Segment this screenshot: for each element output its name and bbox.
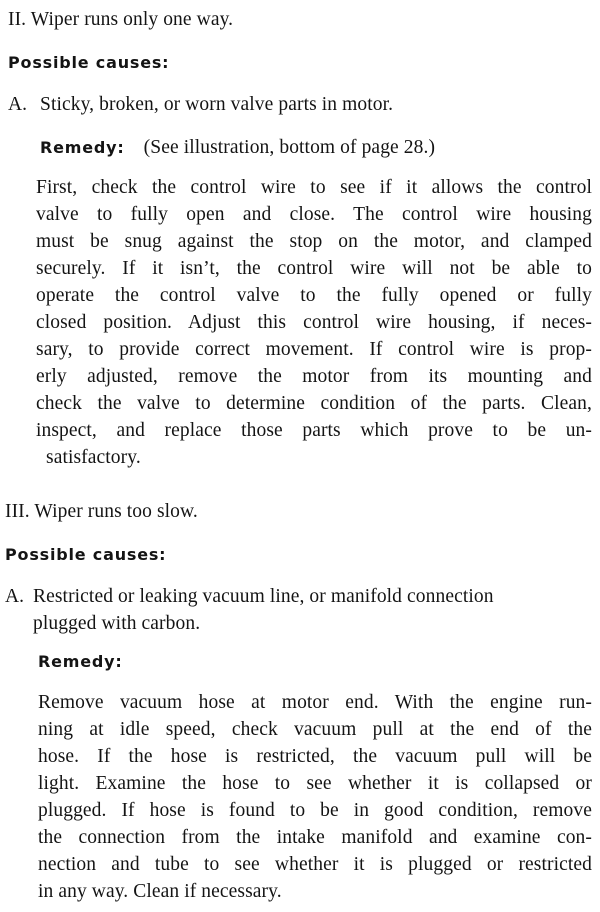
section-heading-ii: II. Wiper runs only one way.	[8, 9, 234, 30]
remedy-line: the connection from the intake manifold and examine con-	[38, 827, 592, 848]
remedy-line: nection and tube to see whether it is plugged or restricted	[38, 854, 592, 875]
remedy-line: ning at idle speed, check vacuum pull at the end of the	[38, 719, 592, 740]
remedy-line: sary, to provide correct movement. If control wire is prop-	[36, 339, 592, 360]
remedy-line: check the valve to determine condition of the parts. Clean,	[36, 393, 592, 414]
remedy-line: must be snug against the stop on the motor, and clamped	[36, 231, 592, 252]
cause-marker: A.	[5, 586, 25, 607]
cause-a	[5, 583, 595, 639]
remedy-paragraph	[36, 174, 592, 471]
remedy-line: light. Examine the hose to see whether it is collapsed or	[38, 773, 592, 794]
cause-a	[8, 91, 588, 119]
section-heading-iii: III. Wiper runs too slow.	[5, 501, 198, 522]
remedy-line: hose. If the hose is restricted, the vacuum pull will be	[38, 746, 592, 767]
remedy-label: Remedy:	[40, 138, 125, 157]
remedy-note: (See illustration, bottom of page 28.)	[143, 137, 436, 158]
remedy-line: valve to fully open and close. The control wire housing	[36, 204, 592, 225]
cause-line: plugged with carbon.	[33, 613, 201, 634]
remedy-line: First, check the control wire to see if it allows the control	[36, 177, 592, 198]
remedy-line: inspect, and replace those parts which prove to be un-	[36, 420, 592, 441]
remedy-line: erly adjusted, remove the motor from its mounting and	[36, 366, 592, 387]
remedy-line: operate the control valve to the fully opened or fully	[36, 285, 592, 306]
cause-line: Restricted or leaking vacuum line, or manifold connection	[33, 586, 494, 607]
cause-text: Sticky, broken, or worn valve parts in motor.	[40, 94, 394, 115]
remedy-paragraph	[38, 689, 592, 905]
remedy-line: satisfactory.	[46, 447, 141, 468]
possible-causes-label: Possible causes:	[8, 53, 170, 72]
remedy-line: Remove vacuum hose at motor end. With the engine run-	[38, 692, 592, 713]
remedy-line: securely. If it isn’t, the control wire will not be able to	[36, 258, 592, 279]
possible-causes-label: Possible causes:	[5, 545, 167, 564]
remedy-header	[40, 134, 435, 161]
remedy-line: closed position. Adjust this control wire housing, if neces-	[36, 312, 592, 333]
cause-marker: A.	[8, 94, 28, 115]
remedy-line: plugged. If hose is found to be in good condition, remove	[38, 800, 592, 821]
remedy-label: Remedy:	[38, 652, 123, 671]
remedy-line: in any way. Clean if necessary.	[38, 881, 282, 902]
